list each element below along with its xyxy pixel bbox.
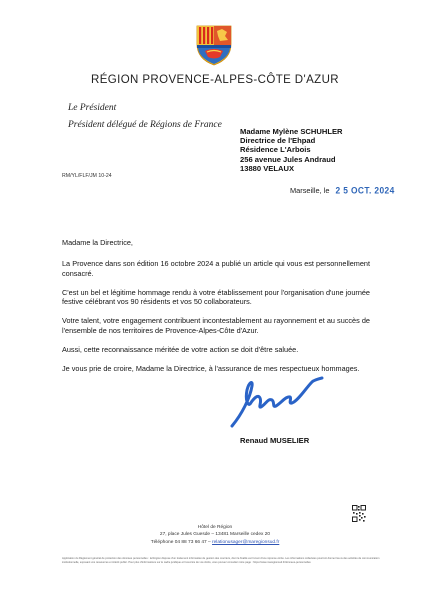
footer-contact: [0, 539, 430, 546]
footer-street: 27, place Jules Guesde – 13481 Marseille cedex 20: [159, 532, 271, 538]
sender-titles: [68, 100, 222, 134]
recipient-city: 13880 VELAUX: [240, 163, 295, 173]
salutation: Madame la Directrice,: [62, 238, 133, 247]
region-name: RÉGION PROVENCE-ALPES-CÔTE D'AZUR: [91, 74, 339, 86]
paragraph: Votre talent, votre engagement contribuent incontestablement au rayonnement et au succès de l'ensemble de nos territoires de Provence-Alpes-Côte d'Azur.: [62, 316, 370, 335]
recipient-title: Directrice de l'Ehpad: [240, 136, 316, 146]
date-stamp: 2 5 OCT. 2024: [335, 184, 395, 196]
paragraph: C'est un bel et légitime hommage rendu à votre établissement pour l'organisation d'une journée festive célébrant vos 90 résidents et vos 50 collaborateurs.: [62, 287, 370, 307]
recipient-establishment: Résidence L'Arbois: [240, 145, 311, 155]
paragraph: Aussi, cette reconnaissance méritée de votre action se doit d'être saluée.: [62, 344, 299, 354]
qr-code-icon: [352, 505, 366, 522]
recipient-address: [240, 127, 343, 173]
closing-paragraph: Je vous prie de croire, Madame la Directrice, à l'assurance de mes respectueux hommages.: [62, 363, 360, 373]
handwritten-signature: [228, 376, 326, 430]
recipient-name: Madame Mylène SCHUHLER: [240, 127, 343, 136]
letter-body: [62, 238, 370, 383]
footer-email-link[interactable]: relationusager@maregionsud.fr: [212, 539, 280, 545]
date-place: Marseille, le: [290, 186, 330, 195]
date-line: [290, 185, 395, 195]
paragraph: La Provence dans son édition 16 octobre 2024 a publié un article qui vous est personnellement consacré.: [62, 259, 370, 278]
region-coat-of-arms-icon: [193, 24, 235, 66]
footer-building: Hôtel de Région: [197, 525, 233, 530]
signatory-name: [240, 436, 309, 445]
sender-subtitle: Président délégué de Régions de France: [68, 120, 222, 130]
signatory-first-name: Renaud: [240, 436, 268, 445]
sender-title: Le Président: [68, 103, 117, 113]
signatory-last-name: MUSELIER: [269, 436, 310, 445]
footer-address: [0, 524, 430, 546]
legal-notice: Application du Règlement général de protection des données personnelles : la Région dispose d'un traitement informatisé de gestion des courriers, dont la finalité est l'envoi d'une réponse écrite. Les informations collectées pourront donner lieu à des activités de communication institutionnelle, exposant vos ressources et intérêt public. Pour plus d'informations sur le cadre juridique et l'exercice de vos droits, vous pouvez consulter notre page : https://www.maregionsud.fr/donnees-personnelles: [62, 557, 380, 564]
letter-reference: RM/YL/FLF/JM 10-24: [62, 173, 112, 179]
recipient-street: 256 avenue Jules Andraud: [240, 154, 336, 164]
footer-phone: Téléphone 04 88 73 66 47 –: [150, 539, 211, 545]
